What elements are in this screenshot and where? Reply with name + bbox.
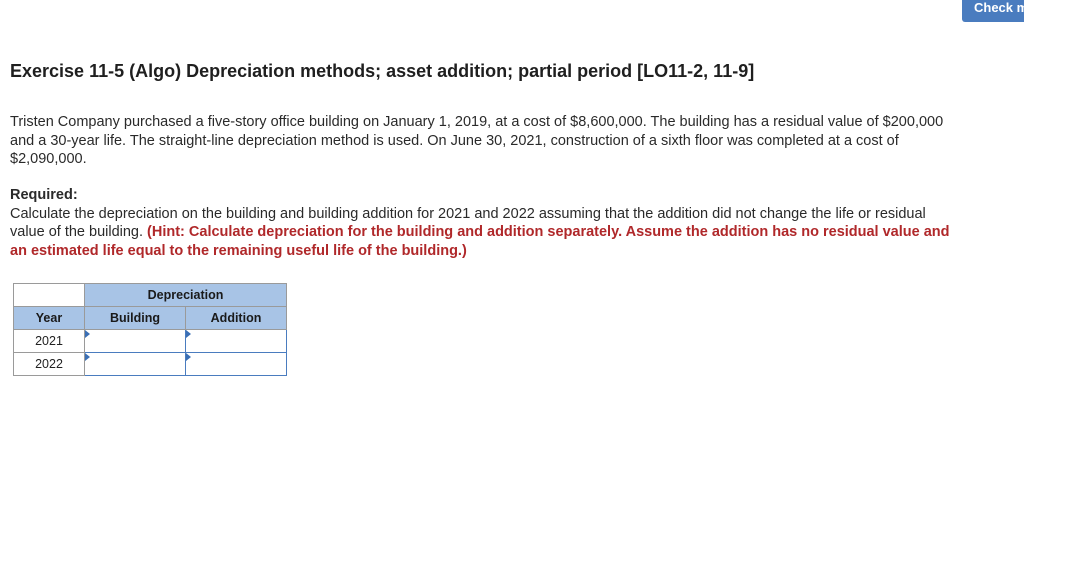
exercise-title: Exercise 11-5 (Algo) Depreciation methods; asset addition; partial period [LO11-2, 11-9] (10, 61, 755, 81)
table-column-header-row (14, 307, 287, 330)
hint-text: (Hint: Calculate depreciation for the building and addition separately. Assume the addition has no residual value and an estimated life equal to the remaining useful life of the building.) (10, 224, 950, 259)
addition-column-header: Addition (186, 307, 287, 330)
building-2022-input[interactable] (85, 354, 185, 374)
depreciation-header: Depreciation (85, 284, 287, 307)
table-row (14, 353, 287, 376)
table-corner-cell (14, 284, 85, 307)
check-my-work-button[interactable]: Check my work (962, 0, 1024, 22)
depreciation-table (13, 283, 287, 376)
table-row (14, 330, 287, 353)
building-2021-input[interactable] (85, 331, 185, 351)
addition-2021-input[interactable] (186, 331, 286, 351)
input-marker-icon (186, 330, 191, 338)
table-group-header-row (14, 284, 287, 307)
addition-2022-cell[interactable] (186, 353, 287, 376)
problem-statement: Tristen Company purchased a five-story office building on January 1, 2019, at a cost of $8,600,000. The building has a residual value of $200,000 and a 30-year life. The straight-line depreciation method is used. On June 30, 2021, construction of a sixth floor was completed at a cost of $2,090,000. (10, 114, 944, 167)
year-column-header: Year (14, 307, 85, 330)
addition-2021-cell[interactable] (186, 330, 287, 353)
input-marker-icon (85, 330, 90, 338)
addition-2022-input[interactable] (186, 354, 286, 374)
input-marker-icon (186, 353, 191, 361)
year-cell: 2021 (14, 330, 85, 353)
building-2021-cell[interactable] (85, 330, 186, 353)
building-2022-cell[interactable] (85, 353, 186, 376)
building-column-header: Building (85, 307, 186, 330)
required-label: Required: (10, 187, 78, 203)
input-marker-icon (85, 353, 90, 361)
required-section (10, 186, 960, 260)
required-text: Calculate the depreciation on the building and building addition for 2021 and 2022 assuming that the addition did not change the life or residual value of the building. (10, 205, 926, 240)
year-cell: 2022 (14, 353, 85, 376)
